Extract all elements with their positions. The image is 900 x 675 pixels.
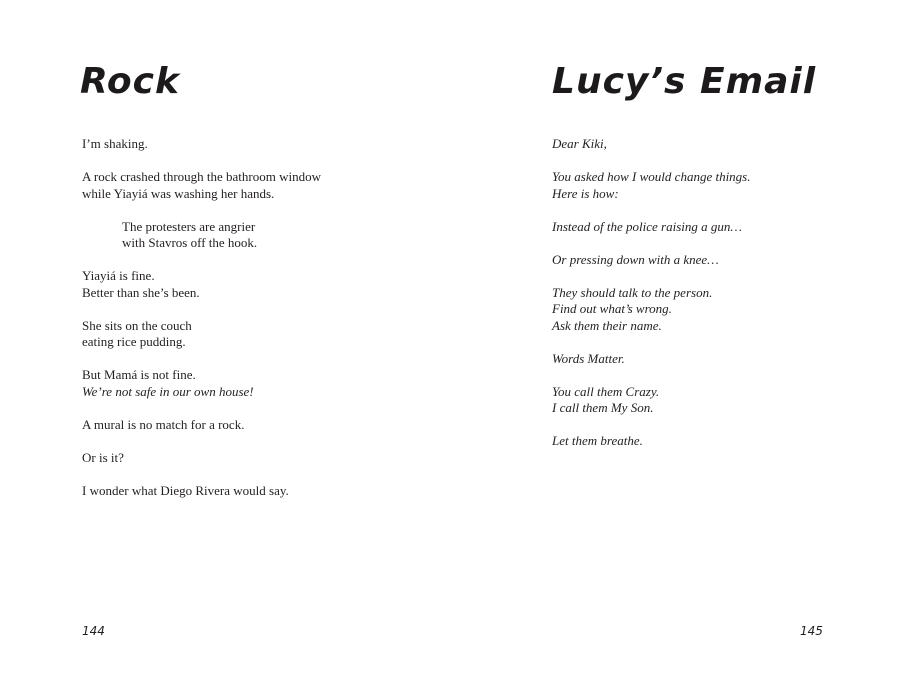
stanza xyxy=(552,219,872,236)
poem-line: They should talk to the person. xyxy=(552,284,713,300)
poem-line: eating rice pudding. xyxy=(82,334,186,349)
stanza xyxy=(552,433,872,450)
page-number-right: 145 xyxy=(800,624,823,638)
poem-line: I wonder what Diego Rivera would say. xyxy=(82,482,289,498)
poem-line: I call them My Son. xyxy=(552,400,654,415)
poem-line: Here is how: xyxy=(552,185,619,201)
poem-line: The protesters are angrier xyxy=(122,218,256,234)
poem-line: But Mamá is not fine. xyxy=(82,367,196,382)
stanza xyxy=(552,285,872,335)
poem-line: A mural is no match for a rock. xyxy=(82,416,245,432)
poem-body-lucys-email xyxy=(552,136,872,466)
poem-line-italic: We’re not safe in our own house! xyxy=(82,383,254,399)
stanza xyxy=(82,450,422,467)
stanza xyxy=(82,417,422,434)
poem-line: Let them breathe. xyxy=(552,433,643,448)
poem-line: while Yiayiá was washing her hands. xyxy=(82,185,275,201)
poem-line: Words Matter. xyxy=(552,350,625,366)
poem-line: A rock crashed through the bathroom window xyxy=(82,169,322,184)
stanza xyxy=(552,136,872,153)
poem-line: with Stavros off the hook. xyxy=(122,235,258,250)
stanza xyxy=(82,318,422,351)
page-number-left: 144 xyxy=(82,624,105,638)
poem-line: Dear Kiki, xyxy=(552,136,607,151)
stanza xyxy=(82,169,422,202)
stanza xyxy=(82,483,422,500)
stanza xyxy=(552,169,872,202)
stanza xyxy=(82,367,422,400)
poem-line: Find out what’s wrong. xyxy=(552,301,672,316)
stanza xyxy=(82,136,422,153)
poem-line: Better than she’s been. xyxy=(82,284,200,300)
poem-body-rock xyxy=(82,136,422,516)
stanza-indented xyxy=(82,219,422,252)
poem-line: Instead of the police raising a gun… xyxy=(552,218,742,234)
poem-line: Ask them their name. xyxy=(552,317,662,333)
stanza xyxy=(82,268,422,301)
right-page xyxy=(450,0,900,675)
poem-title-rock: Rock xyxy=(80,61,180,102)
stanza xyxy=(552,351,872,368)
stanza xyxy=(552,252,872,269)
poem-line: Or is it? xyxy=(82,449,124,465)
poem-line: Yiayiá is fine. xyxy=(82,268,155,283)
poem-line: You call them Crazy. xyxy=(552,383,660,399)
poem-line: She sits on the couch xyxy=(82,317,192,333)
poem-line: I’m shaking. xyxy=(82,136,148,151)
poem-line: You asked how I would change things. xyxy=(552,169,751,184)
poem-line: Or pressing down with a knee… xyxy=(552,251,719,267)
stanza xyxy=(552,384,872,417)
poem-title-lucys-email: Lucy’s Email xyxy=(552,61,817,102)
